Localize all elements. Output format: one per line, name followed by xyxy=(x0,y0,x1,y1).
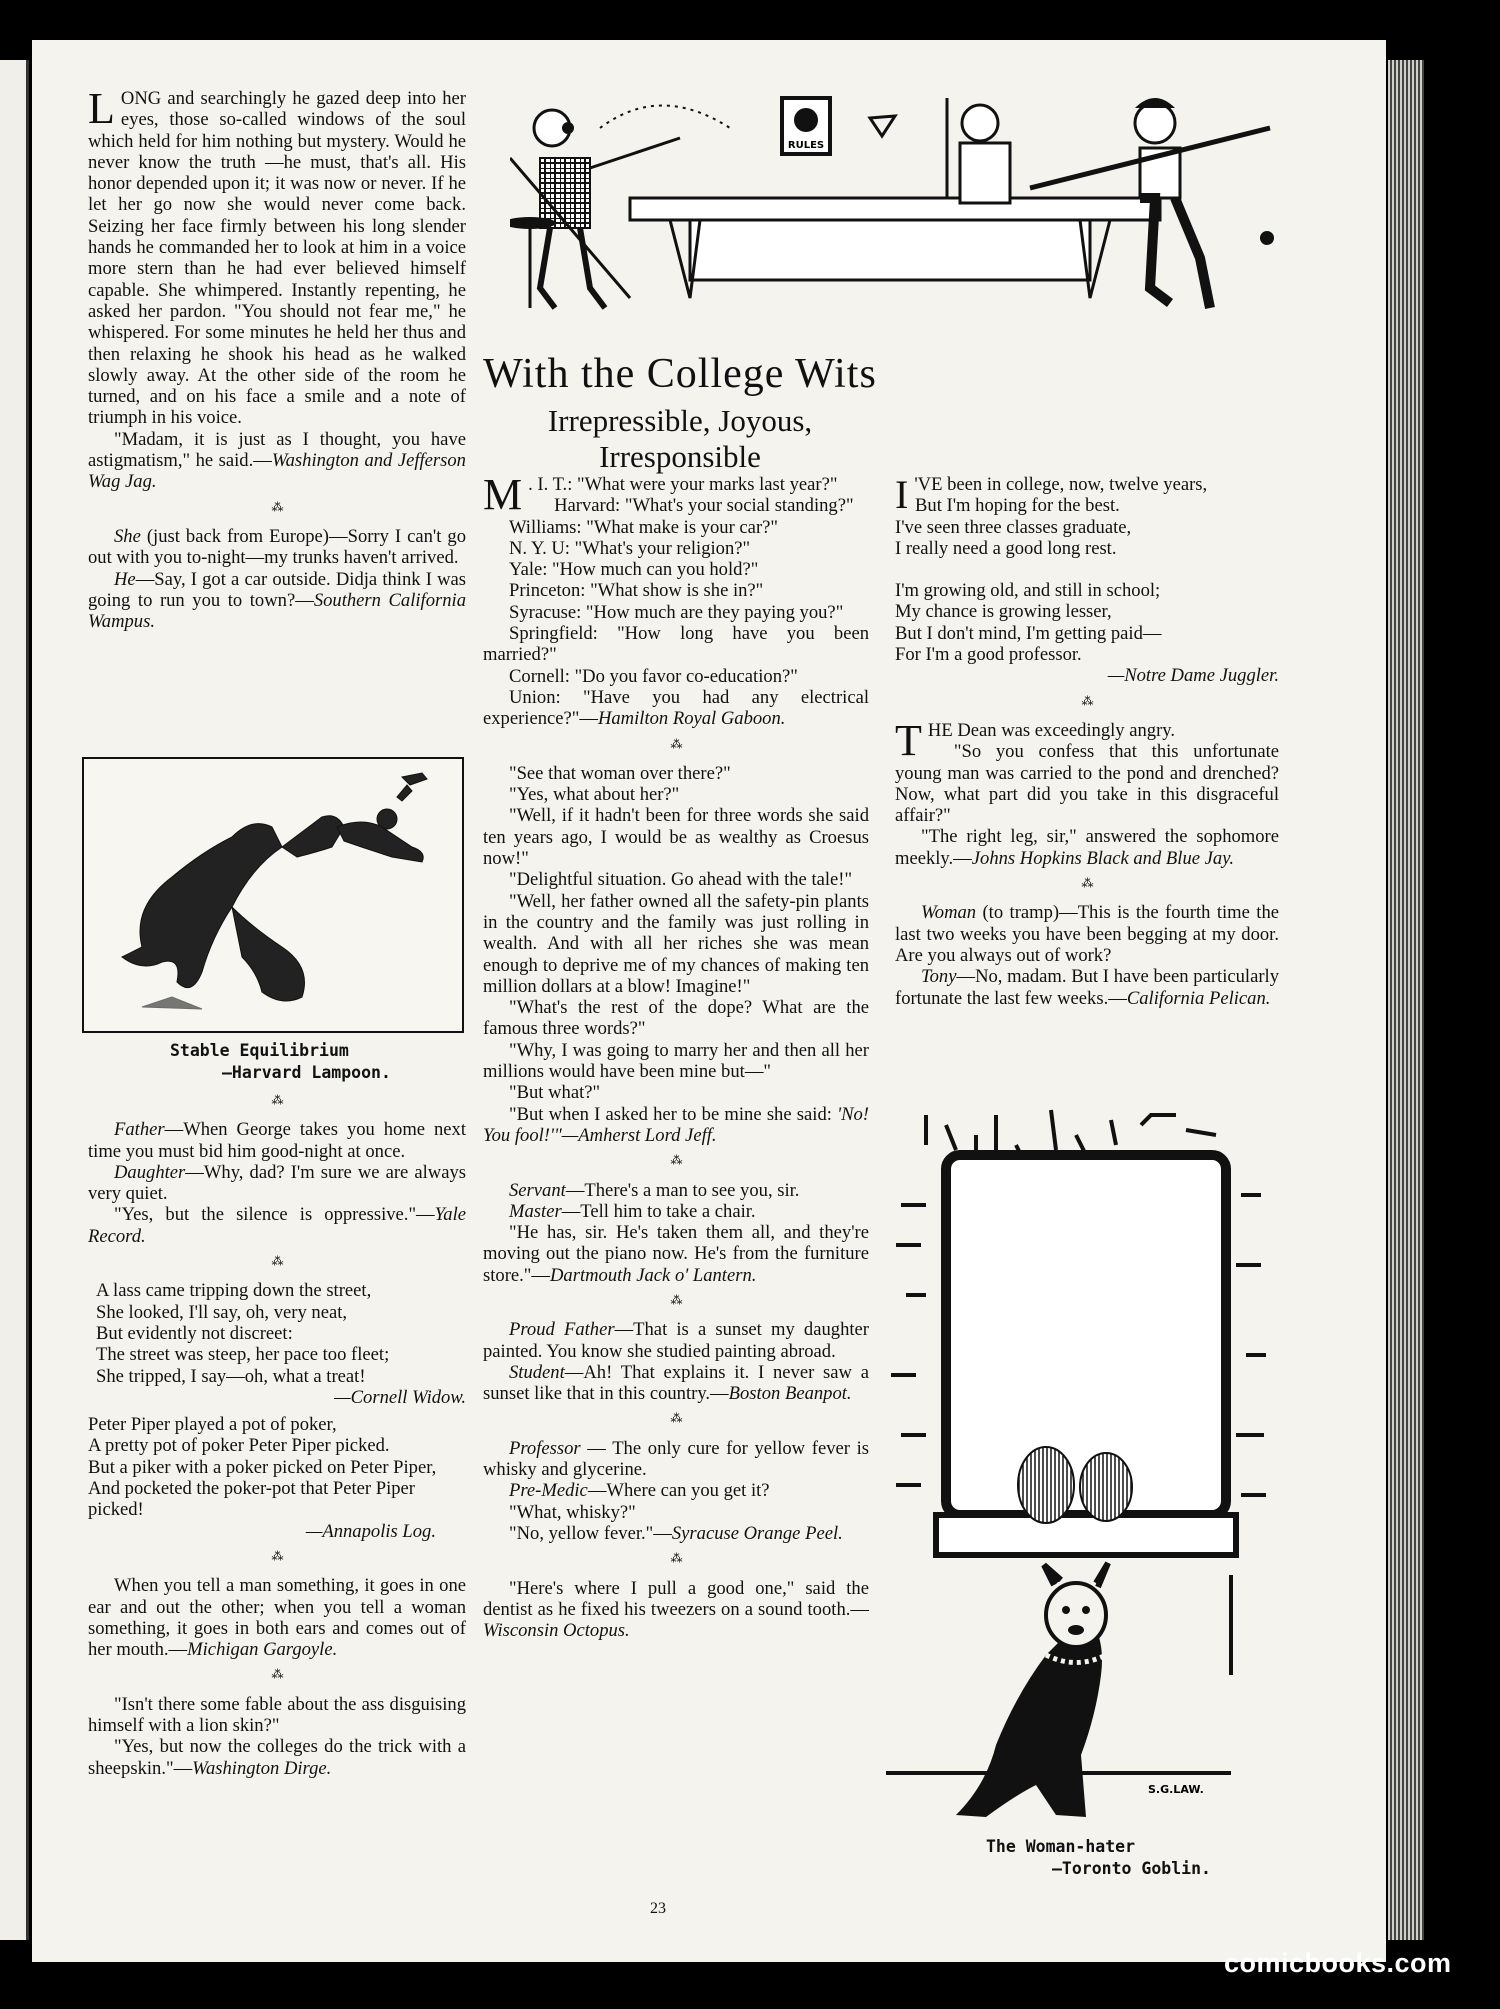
joke-line: Woman (to tramp)—This is the fourth time the last two weeks you have been begging at my door. Are you always out of work? xyxy=(895,902,1279,966)
caption-title: Stable Equilibrium xyxy=(170,1041,349,1060)
poem-professor xyxy=(895,474,1279,687)
joke-line: When you tell a man something, it goes in one ear and out the other; when you tell a woman something, it goes in both ears and comes out of her mouth.—Michigan Gargoyle. xyxy=(88,1575,466,1661)
page-left-edge xyxy=(0,60,29,1940)
poem-line: But a piker with a poker picked on Peter Piper, xyxy=(88,1456,437,1478)
poem-line: But I'm hoping for the best. xyxy=(915,495,1120,517)
joke-line: "Here's where I pull a good one," said the dentist as he fixed his tweezers on a sound tooth.—Wisconsin Octopus. xyxy=(483,1577,869,1642)
ornament-divider: ⁂ xyxy=(670,736,682,751)
poem-lass xyxy=(88,1280,466,1408)
drop-cap: M xyxy=(483,470,523,519)
stanza-break xyxy=(895,559,1279,580)
colleges-joke-intro: M . I. T.: "What were your marks last year?" xyxy=(483,470,838,519)
joke-line: Servant—There's a man to see you, sir. xyxy=(509,1179,800,1201)
joke-line: "But when I asked her to be mine she said: 'No! You fool!'"—Amherst Lord Jeff. xyxy=(483,1103,869,1146)
joke-line: "But what?" xyxy=(509,1082,601,1104)
poem-line: She tripped, I say—oh, what a treat! xyxy=(96,1365,366,1387)
joke-line: Father—When George takes you home next time you must bid him good-night at once. xyxy=(88,1119,466,1162)
column-middle xyxy=(483,470,869,1642)
page-right-edge xyxy=(1388,60,1424,1940)
ornament-divider: ⁂ xyxy=(271,1667,283,1682)
joke-line: Tony—No, madam. But I have been particularly fortunate the last few weeks.—California Pelican. xyxy=(895,966,1279,1009)
drop-cap: L xyxy=(88,84,115,133)
stable-equilibrium-illustration xyxy=(82,757,464,1033)
column-left xyxy=(88,84,467,633)
caption-source: —Harvard Lampoon. xyxy=(222,1063,391,1082)
poem-line: A lass came tripping down the street, xyxy=(96,1280,372,1302)
joke-line: Springfield: "How long have you been married?" xyxy=(483,623,869,666)
joke-line: Master—Tell him to take a chair. xyxy=(509,1200,756,1222)
column-left-lower xyxy=(88,1086,466,1779)
poem-line: But I don't mind, I'm getting paid— xyxy=(895,622,1162,644)
joke-line: Yale: "How much can you hold?" xyxy=(509,559,759,581)
ornament-divider: ⁂ xyxy=(271,1093,283,1107)
story-paragraph: "Madam, it is just as I thought, you have astigmatism," he said.—Washington and Jefferson Wag Jag. xyxy=(88,428,466,493)
joke-line: "Isn't there some fable about the ass disguising himself with a lion skin?" xyxy=(88,1693,466,1737)
story-paragraph: LONG and searchingly he gazed deep into her eyes, those so-called windows of the soul which held for him nothing but mystery. Would he never know the truth —he must, that's all. His honor depended upon it; it was now or never. If he let her go now she would never come back. Seizing her face firmly between his long slender hands he commanded her to look at him in a voice more stern than he had ever believed himself capable. She whimpered. Instantly repenting, he asked her pardon. "You should not fear me," he whispered. For some minutes he held her thus and then relaxing he shook his head as he walked slowly away. At the other side of the room he turned, and on his face a smile and a note of triumph in his voice. xyxy=(88,84,466,429)
joke-line: Proud Father—That is a sunset my daughter painted. You know she studied painting abroad. xyxy=(483,1319,869,1362)
joke-line: "See that woman over there?" xyxy=(509,762,731,784)
ornament-divider: ⁂ xyxy=(271,499,283,514)
poem-line: Peter Piper played a pot of poker, xyxy=(88,1414,337,1436)
joke-line: "The right leg, sir," answered the sophomore meekly.—Johns Hopkins Black and Blue Jay. xyxy=(895,826,1279,869)
poem-line: I 'VE been in college, now, twelve years, xyxy=(895,472,1208,517)
joke-line: "No, yellow fever."—Syracuse Orange Peel. xyxy=(509,1522,843,1544)
poem-line: And pocketed the poker-pot that Peter Piper picked! xyxy=(88,1478,415,1521)
joke-line: "Why, I was going to marry her and then all her millions would have been mine but—" xyxy=(483,1039,869,1083)
joke-line: Cornell: "Do you favor co-education?" xyxy=(509,665,798,687)
poem-source: —Cornell Widow. xyxy=(334,1386,466,1408)
page-number: 23 xyxy=(650,1900,666,1917)
joke-line: Union: "Have you had any electrical experience?"—Hamilton Royal Gaboon. xyxy=(483,686,869,730)
ornament-divider: ⁂ xyxy=(1081,876,1093,891)
cartoon-sign-text: RULES xyxy=(787,140,825,151)
ornament-divider: ⁂ xyxy=(271,1254,283,1269)
ornament-divider: ⁂ xyxy=(670,1551,682,1566)
poem-line: I'm growing old, and still in school; xyxy=(895,580,1161,602)
joke-line: Daughter—Why, dad? I'm sure we are always very quiet. xyxy=(88,1161,466,1205)
billiards-cartoon xyxy=(510,88,1290,328)
ornament-divider: ⁂ xyxy=(670,1153,682,1168)
poem-line: My chance is growing lesser, xyxy=(895,601,1112,623)
joke-line: "Well, if it hadn't been for three words she said ten years ago, I would be as wealthy as Croesus now!" xyxy=(483,805,869,870)
ornament-divider: ⁂ xyxy=(271,1548,283,1563)
poem-line: She looked, I'll say, oh, very neat, xyxy=(96,1301,348,1323)
joke-line: Syracuse: "How much are they paying you?" xyxy=(509,601,844,623)
caption-title: The Woman-hater xyxy=(986,1837,1136,1856)
poem-line: I really need a good long rest. xyxy=(895,537,1117,559)
page-title: With the College Wits xyxy=(483,351,877,397)
caption-source: —Toronto Goblin. xyxy=(1052,1859,1211,1878)
joke-line: "What's the rest of the dope? What are the famous three words?" xyxy=(483,997,869,1040)
illustration-caption xyxy=(170,1040,391,1084)
joke-line: "Yes, but now the colleges do the trick with a sheepskin."—Washington Dirge. xyxy=(88,1736,466,1779)
poem-line: A pretty pot of poker Peter Piper picked. xyxy=(88,1435,390,1457)
poem-line: For I'm a good professor. xyxy=(895,644,1082,666)
joke-line: Williams: "What make is your car?" xyxy=(509,516,778,538)
joke-line: "He has, sir. He's taken them all, and they're moving out the piano now. He's from the furniture store."—Dartmouth Jack o' Lantern. xyxy=(483,1222,869,1286)
poem-source: —Annapolis Log. xyxy=(305,1520,436,1542)
joke-line: Harvard: "What's your social standing?" xyxy=(554,495,854,517)
joke-line: Student—Ah! That explains it. I never saw a sunset like that in this country.—Boston Beanpot. xyxy=(483,1361,869,1405)
ornament-divider: ⁂ xyxy=(1081,693,1093,708)
drop-cap: T xyxy=(895,715,922,765)
site-watermark: comicbooks.com xyxy=(1224,1948,1452,1978)
artist-signature: S.G.LAW. xyxy=(1148,1783,1204,1796)
woman-hater-illustration xyxy=(886,1095,1276,1835)
joke-line: THE Dean was exceedingly angry. xyxy=(895,715,1176,765)
poem-line: I've seen three classes graduate, xyxy=(895,516,1132,538)
illustration-caption xyxy=(986,1836,1211,1880)
poem-peter-piper xyxy=(88,1414,466,1542)
joke-line: "What, whisky?" xyxy=(509,1501,636,1523)
joke-line: "Yes, but the silence is oppressive."—Yale Record. xyxy=(88,1204,466,1247)
joke-line: Princeton: "What show is she in?" xyxy=(509,580,764,602)
joke-line: "So you confess that this unfortunate young man was carried to the pond and drenched? Now, what part did you take in this disgraceful affair?" xyxy=(895,741,1279,827)
column-right xyxy=(895,474,1279,1009)
joke-line: "Delightful situation. Go ahead with the tale!" xyxy=(509,869,853,891)
joke-line: Pre-Medic—Where can you get it? xyxy=(509,1480,770,1502)
joke-line: "Well, her father owned all the safety-pin plants in the country and the family was just rolling in wealth. And with all her riches she was mean enough to deprive me of my chances of making ten million dollars at a blow! Imagine!" xyxy=(483,890,869,997)
joke-line: He—Say, I got a car outside. Didja think I was going to run you to town?—Southern California Wampus. xyxy=(88,568,467,633)
drop-cap: I xyxy=(895,472,909,517)
ornament-divider: ⁂ xyxy=(670,1292,682,1307)
joke-line: "Yes, what about her?" xyxy=(509,784,680,806)
ornament-divider: ⁂ xyxy=(670,1411,682,1426)
page-subtitle: Irrepressible, Joyous, Irresponsible xyxy=(547,403,813,474)
poem-line: The street was steep, her pace too fleet; xyxy=(96,1344,390,1366)
poem-line: But evidently not discreet: xyxy=(96,1322,293,1344)
joke-line: She (just back from Europe)—Sorry I can't go out with you to-night—my trunks haven't arrived. xyxy=(88,525,466,569)
poem-source: —Notre Dame Juggler. xyxy=(1107,665,1279,687)
joke-line: Professor — The only cure for yellow fever is whisky and glycerine. xyxy=(483,1437,869,1481)
joke-line: N. Y. U: "What's your religion?" xyxy=(509,537,751,559)
